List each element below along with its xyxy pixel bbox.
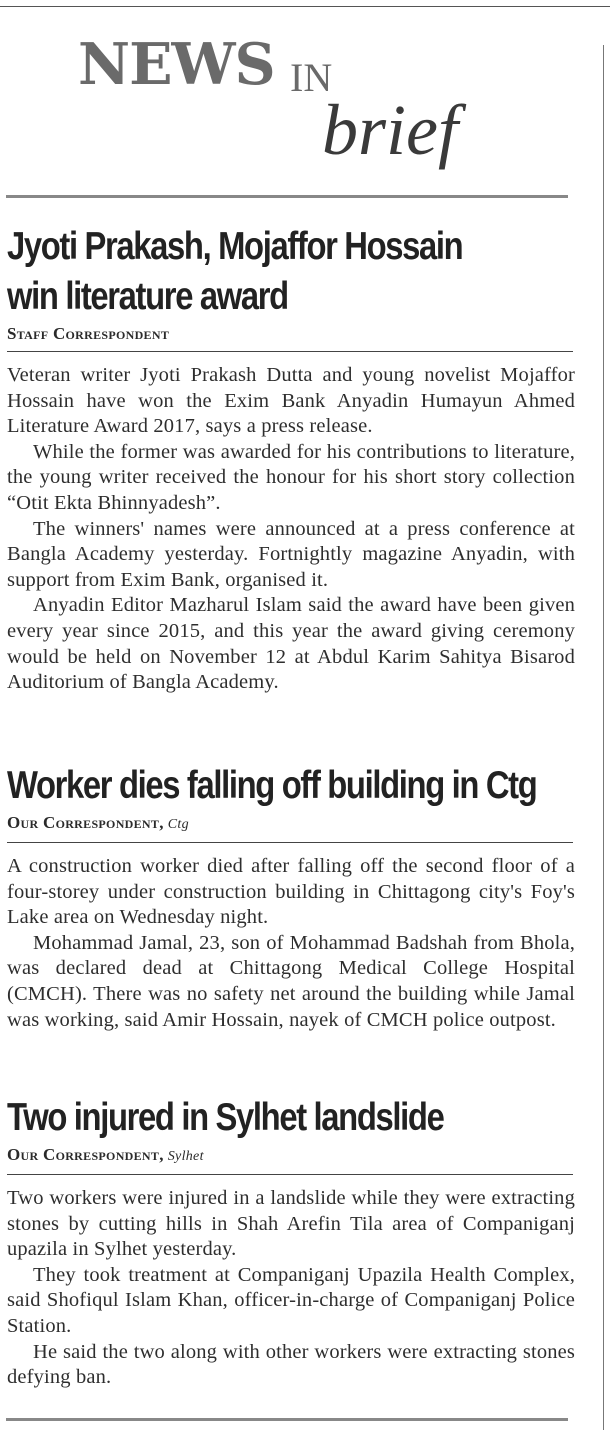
masthead-in: IN — [290, 55, 333, 100]
article-paragraph: The winners' names were announced at a press conference at Bangla Academy yesterday. Fortnightly magazine Anyadin, with support from Exim Bank, organised it. — [7, 517, 575, 591]
headline-line: Worker dies falling off building in Ctg — [7, 764, 537, 807]
column-rule — [603, 45, 604, 1430]
headline-line: Jyoti Prakash, Mojaffor Hossain — [7, 225, 463, 268]
byline-author: Our Correspondent, — [7, 1145, 164, 1164]
article-byline — [7, 812, 575, 836]
bottom-rule — [6, 1418, 568, 1421]
masthead-brief: brief — [322, 90, 458, 170]
byline-place: Sylhet — [167, 1149, 204, 1164]
masthead-rule — [6, 195, 568, 198]
masthead-news: NEWS — [78, 31, 275, 98]
byline-author: Our Correspondent, — [7, 813, 164, 832]
section-masthead — [0, 0, 580, 195]
headline-line: Two injured in Sylhet landslide — [7, 1096, 444, 1139]
byline-author: Staff Correspondent — [7, 324, 170, 343]
byline-place: Ctg — [167, 817, 189, 832]
article-paragraph: Two workers were injured in a landslide while they were extracting stones by cutting hills in Shah Arefin Tila area of Companiganj upazila in Sylhet yesterday. — [7, 1187, 575, 1261]
article-paragraph: Veteran writer Jyoti Prakash Dutta and young novelist Mojaffor Hossain have won the Exim Bank Anyadin Humayun Ahmed Literature Award 2017, says a press release. — [7, 364, 575, 438]
article-headline — [7, 761, 537, 811]
article-paragraph: While the former was awarded for his contributions to literature, the young writer received the honour for his short story collection “Otit Ekta Bhinnyadesh”. — [7, 440, 575, 514]
article-worker-dies — [7, 761, 575, 1033]
article-sylhet-landslide — [7, 1093, 575, 1391]
article-paragraph: Anyadin Editor Mazharul Islam said the award have been given every year since 2015, and this year the award giving ceremony would be held on November 12 at Abdul Karim Sahitya Bisarod Auditorium of Bangla Academy. — [7, 594, 575, 694]
byline-rule — [7, 1174, 573, 1175]
article-byline — [7, 323, 575, 345]
article-byline — [7, 1144, 575, 1168]
article-paragraph: A construction worker died after falling off the second floor of a four-storey under construction building in Chittagong city's Foy's Lake area on Wednesday night. — [7, 855, 575, 929]
headline-line: win literature award — [7, 275, 288, 318]
article-paragraph: They took treatment at Companiganj Upazila Health Complex, said Shofiqul Islam Khan, officer-in-charge of Companiganj Police Station. — [7, 1263, 575, 1337]
byline-rule — [7, 351, 573, 352]
article-headline — [7, 1093, 484, 1143]
article-literature-award — [7, 222, 575, 696]
article-headline — [7, 222, 484, 322]
article-paragraph: Mohammad Jamal, 23, son of Mohammad Badshah from Bhola, was declared dead at Chittagong Medical College Hospital (CMCH). There was no safety net around the building while Jamal was working, said Amir Hossain, nayek of CMCH police outpost. — [7, 931, 575, 1031]
article-paragraph: He said the two along with other workers were extracting stones defying ban. — [7, 1340, 575, 1389]
byline-rule — [7, 842, 573, 843]
